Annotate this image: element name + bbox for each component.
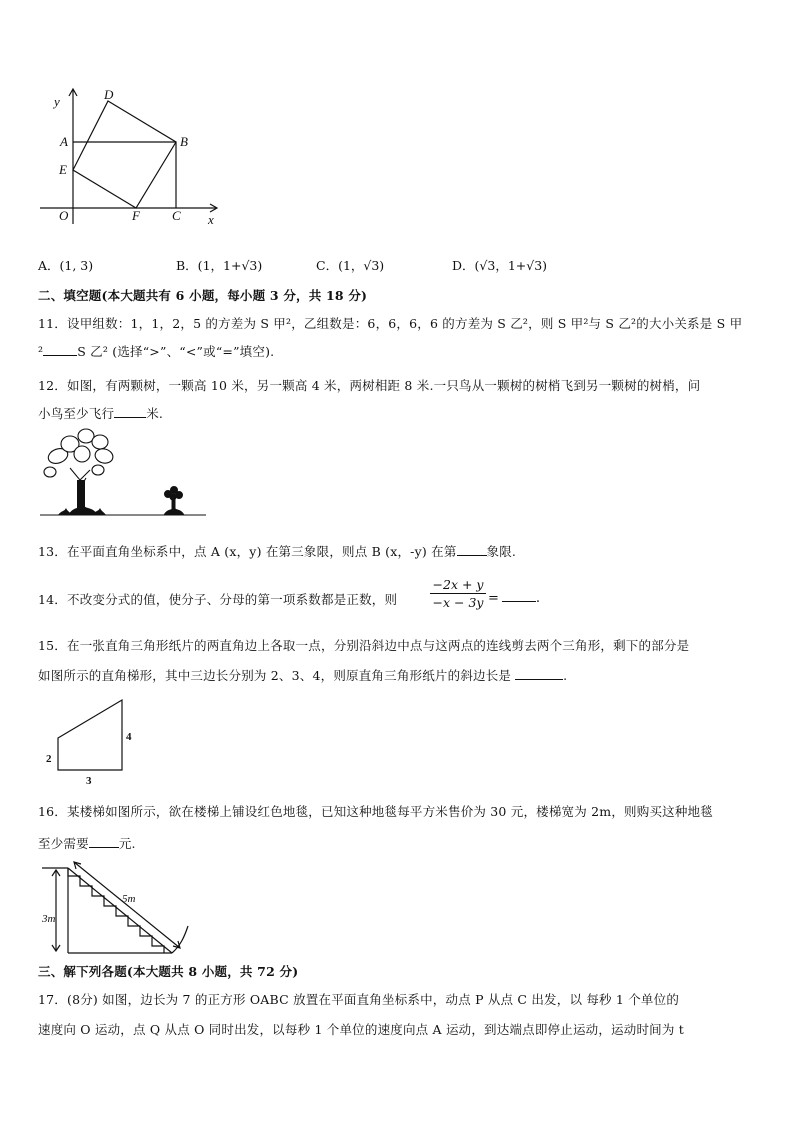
label-c: C — [172, 208, 181, 223]
q11-answer-blank[interactable] — [43, 343, 77, 356]
q14-text: 14．不改变分式的值，使分子、分母的第一项系数都是正数，则 — [38, 592, 398, 607]
stair-steps — [68, 868, 164, 953]
q11-superscript: ² — [38, 344, 44, 359]
trees-figure — [38, 428, 210, 520]
option-d: D．(√3，1+√3) — [452, 258, 548, 273]
q11-line1: 11．设甲组数：1，1，2，5 的方差为 S 甲²，乙组数是：6，6，6，6 的方差为 S 乙²，则 S 甲²与 S 乙²的大小关系是 S 甲 — [38, 316, 743, 331]
q13-text-b: 象限. — [486, 544, 517, 559]
trapezoid-label-bottom: 3 — [86, 775, 92, 787]
trapezoid-figure — [40, 696, 140, 788]
q14-period: . — [535, 591, 541, 606]
option-a: A．(1, 3) — [38, 258, 94, 273]
stair-slope — [68, 868, 172, 953]
q12-text-b: 米. — [146, 406, 164, 421]
q14-numerator: −2x + y — [430, 577, 486, 594]
q12-text-a: 小鸟至少飞行 — [38, 406, 115, 421]
q15-line2: 如图所示的直角梯形，其中三边长分别为 2、3、4，则原直角三角形纸片的斜边长是 . — [38, 668, 568, 683]
q15-line2-text: 如图所示的直角梯形，其中三边长分别为 2、3、4，则原直角三角形纸片的斜边长是 — [38, 668, 512, 683]
q14-fraction — [430, 577, 486, 610]
trapezoid-label-left: 2 — [46, 753, 52, 765]
square-dbfe — [73, 101, 176, 208]
label-x: x — [208, 212, 214, 227]
square-coordinate-figure — [30, 82, 230, 232]
section-2-heading: 二、填空题(本大题共有 6 小题，每小题 3 分，共 18 分) — [38, 288, 368, 303]
q16-line2 — [38, 834, 136, 852]
q15-answer-blank[interactable] — [515, 667, 563, 680]
q13-answer-blank[interactable] — [457, 543, 487, 556]
q11-line2-text: S 乙² (选择“>”、“<”或“=”填空). — [77, 344, 275, 359]
q12-line1: 12．如图，有两颗树，一颗高 10 米，另一颗高 4 米，两树相距 8 米.一只鸟从一颗树的树梢飞到另一颗树的树梢，问 — [38, 378, 701, 393]
label-d: D — [104, 87, 114, 102]
q12-answer-blank[interactable] — [114, 405, 146, 418]
stair-right-curve — [172, 926, 188, 953]
q14-answer-blank[interactable] — [502, 589, 536, 602]
option-b: B．(1，1+√3) — [176, 258, 263, 273]
big-tree-canopy — [44, 429, 115, 477]
trapezoid-shape — [58, 700, 122, 770]
small-tree — [164, 487, 184, 516]
label-y: y — [54, 94, 60, 109]
slant-label: 5m — [122, 893, 136, 905]
q14-equals: = — [488, 591, 499, 606]
staircase-figure — [40, 860, 192, 956]
label-b: B — [180, 134, 188, 149]
label-e: E — [59, 162, 67, 177]
label-o: O — [59, 208, 69, 223]
q15-line1: 15．在一张直角三角形纸片的两直角边上各取一点，分别沿斜边中点与这两点的连线剪去两个三角形，剩下的部分是 — [38, 638, 690, 653]
slant-dimension-line — [74, 862, 180, 948]
q16-text-b: 元. — [118, 836, 136, 851]
q17-line1: 17．(8分) 如图，边长为 7 的正方形 OABC 放置在平面直角坐标系中，动点 P 从点 C 出发，以 每秒 1 个单位的 — [38, 992, 680, 1007]
trapezoid-label-right: 4 — [126, 731, 132, 743]
q12-line2 — [38, 404, 163, 422]
q14-denominator: −x − 3y — [432, 595, 484, 610]
q16-answer-blank[interactable] — [89, 835, 119, 848]
q14-answer-area — [488, 589, 540, 606]
section-3-heading: 三、解下列各题(本大题共 8 小题，共 72 分) — [38, 964, 299, 979]
q13-text-a: 13．在平面直角坐标系中，点 A (x，y) 在第三象限，则点 B (x，-y) 在第 — [38, 544, 457, 559]
q13-line — [38, 542, 516, 560]
label-f: F — [132, 208, 140, 223]
q16-line1: 16．某楼梯如图所示，欲在楼梯上铺设红色地毯，已知这种地毯每平方米售价为 30 元，楼梯宽为 2m，则购买这种地毯 — [38, 804, 713, 819]
q11-line2 — [38, 342, 274, 360]
height-label: 3m — [42, 913, 56, 925]
q16-text-a: 至少需要 — [38, 836, 89, 851]
label-a: A — [60, 134, 68, 149]
option-c: C．(1，√3) — [316, 258, 385, 273]
q17-line2: 速度向 O 运动，点 Q 从点 O 同时出发，以每秒 1 个单位的速度向点 A 运动，到达端点即停止运动，运动时间为 t — [38, 1022, 684, 1037]
